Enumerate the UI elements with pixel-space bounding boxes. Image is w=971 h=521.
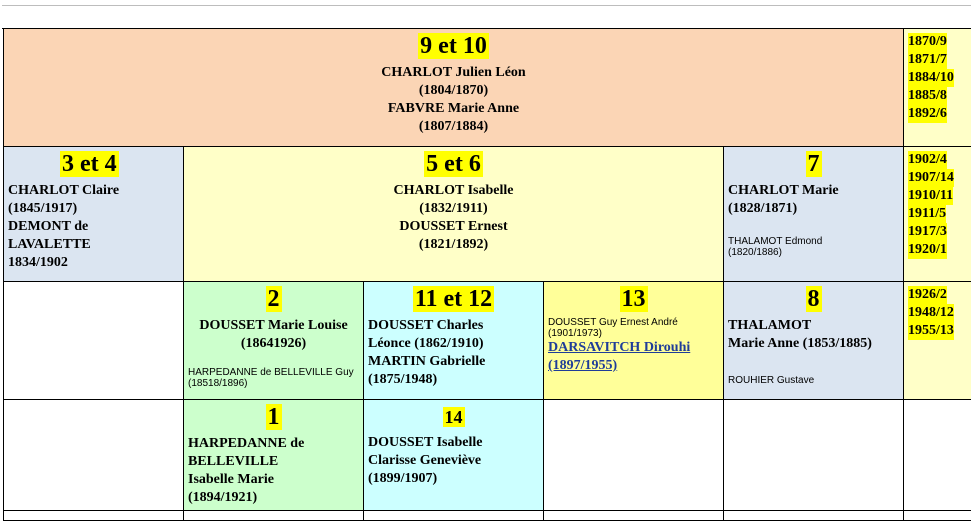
person-line: CHARLOT Isabelle: [393, 183, 514, 198]
small-note: ROUHIER Gustave: [728, 375, 815, 386]
empty-cell: [544, 400, 724, 511]
person-line: (1821/1892): [418, 237, 489, 252]
cell-9-et-10: [4, 29, 904, 147]
cell-number: 11 et 12: [414, 286, 493, 312]
cell-number: 14: [444, 407, 463, 427]
date-entry: 1948/12: [908, 305, 954, 320]
empty-cell: [4, 511, 184, 521]
dates-column-row-2: [904, 147, 971, 282]
spouse-name: FABVRE Marie Anne: [387, 101, 520, 116]
date-entry: 1910/11: [908, 188, 954, 203]
date-entry: 1911/5: [908, 206, 947, 221]
person-line: 1834/1902: [8, 255, 68, 270]
date-entry: 1885/8: [908, 88, 947, 103]
date-entry: 1892/6: [908, 106, 947, 121]
person-line: MARTIN Gabrielle: [368, 354, 486, 369]
cell-number: 13: [621, 286, 646, 312]
person-line: LAVALETTE: [8, 237, 91, 252]
generation-row-1: [4, 29, 971, 147]
empty-cell: [4, 282, 184, 400]
small-note: HARPEDANNE de BELLEVILLE Guy: [188, 367, 354, 378]
cell-number: 3 et 4: [62, 151, 117, 177]
date-entry: 1917/3: [908, 224, 947, 239]
date-entry: 1907/14: [908, 170, 954, 185]
person-line: Léonce (1862/1910): [368, 336, 484, 351]
person-line: DOUSSET Isabelle: [368, 435, 483, 450]
empty-cell: [904, 400, 971, 511]
person-link-dates[interactable]: (1897/1955): [548, 358, 618, 373]
cell-13: [544, 282, 724, 400]
person-line: (1828/1871): [728, 201, 798, 216]
date-entry: 1871/7: [908, 52, 947, 67]
person-link[interactable]: DARSAVITCH Dirouhi: [548, 340, 691, 355]
person-line: Marie Anne (1853/1885): [728, 336, 872, 351]
small-note: (1820/1886): [728, 247, 782, 258]
empty-cell: [4, 400, 184, 511]
date-entry: 1955/13: [908, 323, 954, 338]
person-line: DEMONT de: [8, 219, 89, 234]
empty-cell: [724, 511, 904, 521]
cell-2: [184, 282, 364, 400]
empty-cell: [544, 511, 724, 521]
date-entry: 1902/4: [908, 152, 947, 167]
empty-cell: [724, 400, 904, 511]
spouse-dates: (1807/1884): [418, 119, 489, 134]
date-entry: 1920/1: [908, 242, 947, 257]
person-line: (1832/1911): [419, 201, 488, 216]
person-line: (1875/1948): [368, 372, 438, 387]
cell-11-et-12: [364, 282, 544, 400]
empty-cell: [184, 511, 364, 521]
generation-row-5: [4, 511, 971, 521]
top-strip: [2, 5, 971, 29]
cell-3-et-4: [4, 147, 184, 282]
person-line: DOUSSET Charles: [368, 318, 484, 333]
person-name: CHARLOT Julien Léon: [381, 65, 526, 80]
person-line: (1894/1921): [188, 490, 258, 505]
person-line: (1899/1907): [368, 471, 438, 486]
cell-number: 8: [807, 286, 820, 312]
date-entry: 1884/10: [908, 70, 954, 85]
dates-column-row-3: [904, 282, 971, 400]
small-note: (1901/1973): [548, 328, 602, 339]
genealogy-table: [3, 28, 971, 521]
person-line: CHARLOT Claire: [8, 183, 120, 198]
empty-cell: [364, 511, 544, 521]
person-line: BELLEVILLE: [188, 454, 279, 469]
person-line: Isabelle Marie: [188, 472, 274, 487]
cell-7: [724, 147, 904, 282]
cell-1: [184, 400, 364, 511]
person-line: DOUSSET Marie Louise: [199, 318, 348, 333]
cell-5-et-6: [184, 147, 724, 282]
generation-row-3: [4, 282, 971, 400]
cell-number: 5 et 6: [426, 151, 481, 177]
small-note: (18518/1896): [188, 378, 248, 389]
date-entry: 1870/9: [908, 34, 947, 49]
person-line: (18641926): [240, 336, 307, 351]
cell-8: [724, 282, 904, 400]
person-dates: (1804/1870): [418, 83, 489, 98]
person-line: HARPEDANNE de: [188, 436, 305, 451]
generation-row-4: [4, 400, 971, 511]
cell-number: 2: [267, 286, 280, 312]
cell-14: [364, 400, 544, 511]
cell-number: 7: [807, 151, 820, 177]
person-line: CHARLOT Marie: [728, 183, 839, 198]
cell-number: 1: [267, 404, 280, 430]
small-note: THALAMOT Edmond: [728, 236, 823, 247]
person-line: (1845/1917): [8, 201, 78, 216]
generation-row-2: [4, 147, 971, 282]
date-entry: 1926/2: [908, 287, 947, 302]
person-line: DOUSSET Ernest: [399, 219, 508, 234]
person-line: Clarisse Geneviève: [368, 453, 482, 468]
empty-cell: [904, 511, 971, 521]
dates-column-row-1: [904, 29, 971, 147]
person-line: THALAMOT: [728, 318, 812, 333]
cell-number: 9 et 10: [420, 33, 487, 59]
small-note: DOUSSET Guy Ernest André: [548, 317, 678, 328]
